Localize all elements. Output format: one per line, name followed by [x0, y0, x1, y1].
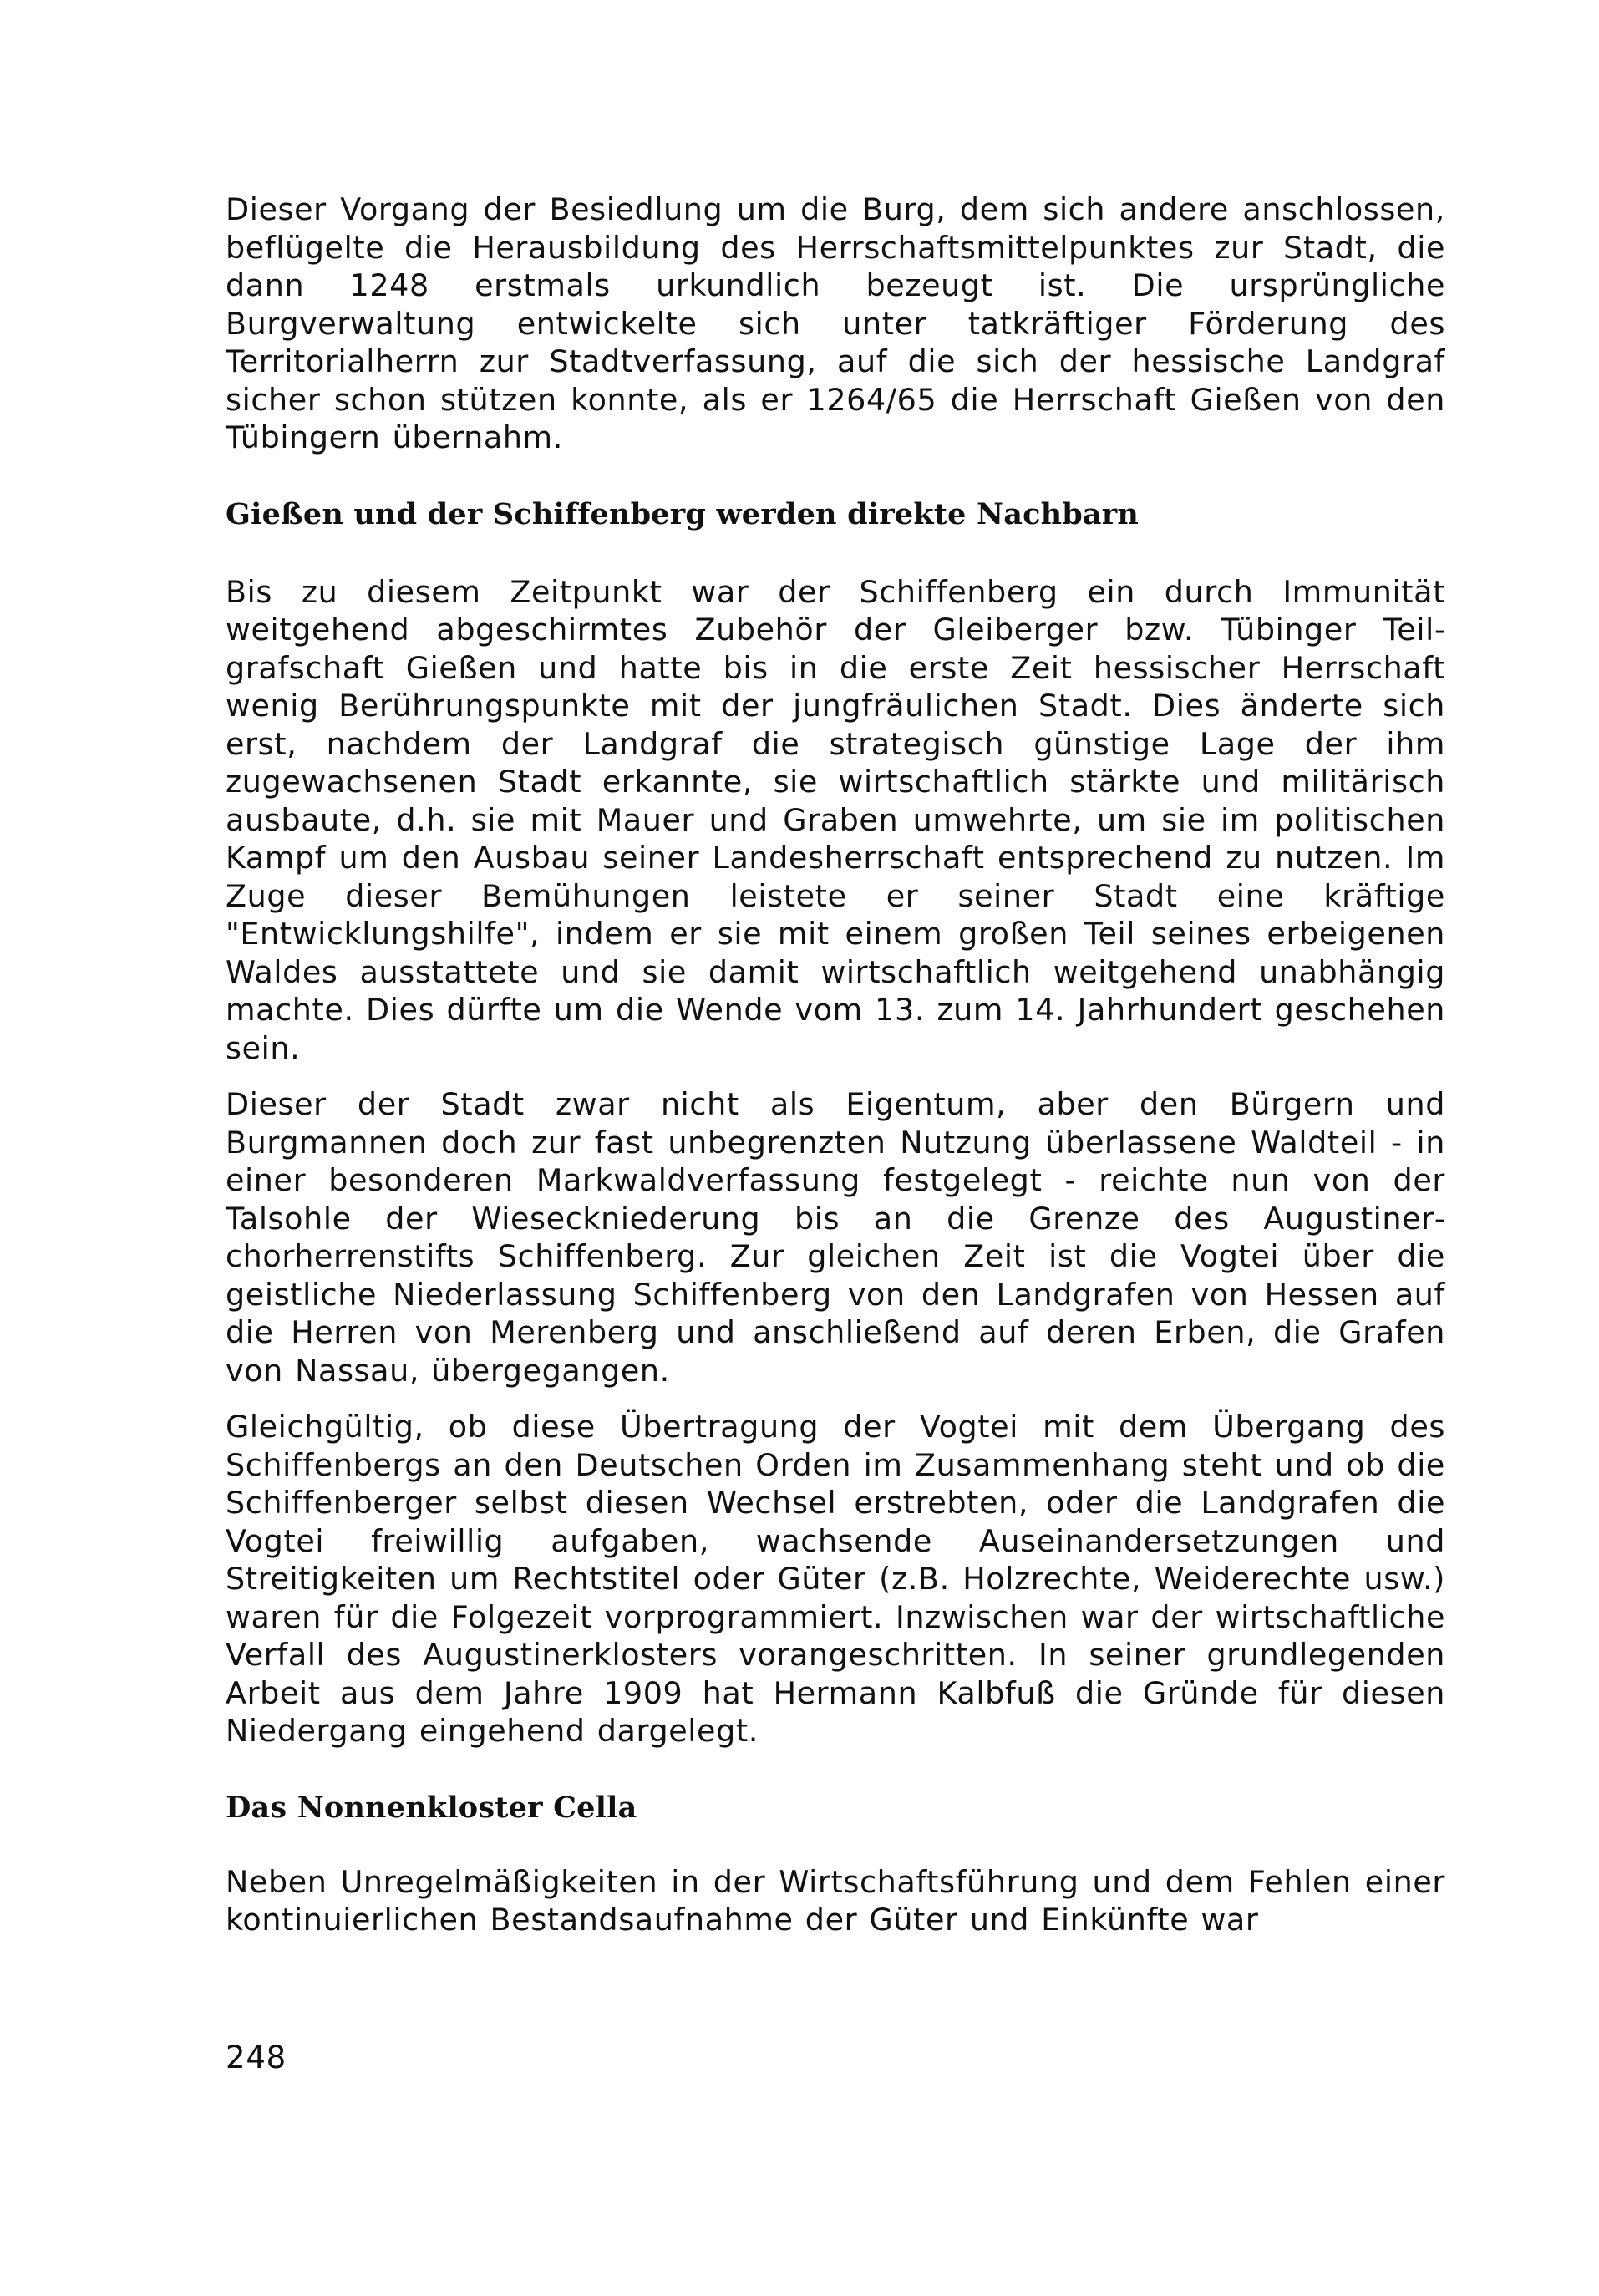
- section-heading-nonnenkloster-cella: Das Nonnenkloster Cella: [226, 1790, 637, 1825]
- section-heading-giessen-schiffenberg: Gießen und der Schiffenberg werden direkte Nachbarn: [226, 496, 1140, 531]
- page-number: 248: [226, 2039, 287, 2075]
- paragraph-intro: Dieser Vorgang der Besiedlung um die Burg, dem sich andere anschlossen, beflügelte die Herausbildung des Herrschaftsmittelpunktes zur Stadt, die dann 1248 erstmals urkundlich bezeugt ist. Die ursprüngliche Burgverwaltung entwickelte sich unter tatkräftiger Förderung des Territorialherrn zur Stadtverfassung, auf die sich der hessische Landgraf sicher schon stützen konnte, als er 1264/65 die Herrschaft Gießen von den Tübingern übernahm.: [226, 191, 1445, 455]
- paragraph-section1-1: Bis zu diesem Zeitpunkt war der Schiffenberg ein durch Immunität weitgehend abgeschirmtes Zubehör der Gleiberger bzw. Tübinger Teilgrafschaft Gießen und hatte bis in die erste Zeit hessischer Herrschaft wenig Berührungspunkte mit der jungfräulichen Stadt. Dies änderte sich erst, nachdem der Landgraf die strategisch günstige Lage der ihm zugewachsenen Stadt erkannte, sie wirtschaftlich stärkte und militärisch ausbaute, d.h. sie mit Mauer und Graben umwehrte, um sie im politischen Kampf um den Ausbau seiner Landesherrschaft entsprechend zu nutzen. Im Zuge dieser Bemühungen leistete er seiner Stadt eine kräftige "Entwicklungshilfe", indem er sie mit einem großen Teil seines erbeigenen Waldes ausstattete und sie damit wirtschaftlich weitgehend unabhängig machte. Dies dürfte um die Wende vom 13. zum 14. Jahrhundert geschehen sein.: [226, 573, 1445, 1066]
- paragraph-section1-3: Gleichgültig, ob diese Übertragung der Vogtei mit dem Übergang des Schiffenbergs an den Deutschen Orden im Zusammenhang steht und ob die Schiffenberger selbst diesen Wechsel erstrebten, oder die Landgrafen die Vogtei freiwillig aufgaben, wachsende Auseinandersetzungen und Streitigkeiten um Rechtstitel oder Güter (z.B. Holzrechte, Weiderechte usw.) waren für die Folgezeit vorprogrammiert. Inzwischen war der wirtschaftliche Verfall des Augustinerklosters vorangeschritten. In seiner grundlegenden Arbeit aus dem Jahre 1909 hat Hermann Kalbfuß die Gründe für diesen Niedergang eingehend dargelegt.: [226, 1409, 1445, 1749]
- page-content: [226, 190, 1445, 1939]
- paragraph-section1-2: Dieser der Stadt zwar nicht als Eigentum, aber den Bürgern und Burgmannen doch zur fast unbegrenzten Nutzung überlassene Waldteil - in einer besonderen Markwaldverfassung festgelegt - reichte nun von der Talsohle der Wieseckniederung bis an die Grenze des Augustinerchorherrenstifts Schiffenberg. Zur gleichen Zeit ist die Vogtei über die geistliche Niederlassung Schiffenberg von den Landgrafen von Hessen auf die Herren von Merenberg und anschließend auf deren Erben, die Grafen von Nassau, übergegangen.: [226, 1086, 1445, 1389]
- paragraph-section2-1: Neben Unregelmäßigkeiten in der Wirtschaftsführung und dem Fehlen einer kontinuierlichen Bestandsaufnahme der Güter und Einkünfte war: [226, 1863, 1445, 1938]
